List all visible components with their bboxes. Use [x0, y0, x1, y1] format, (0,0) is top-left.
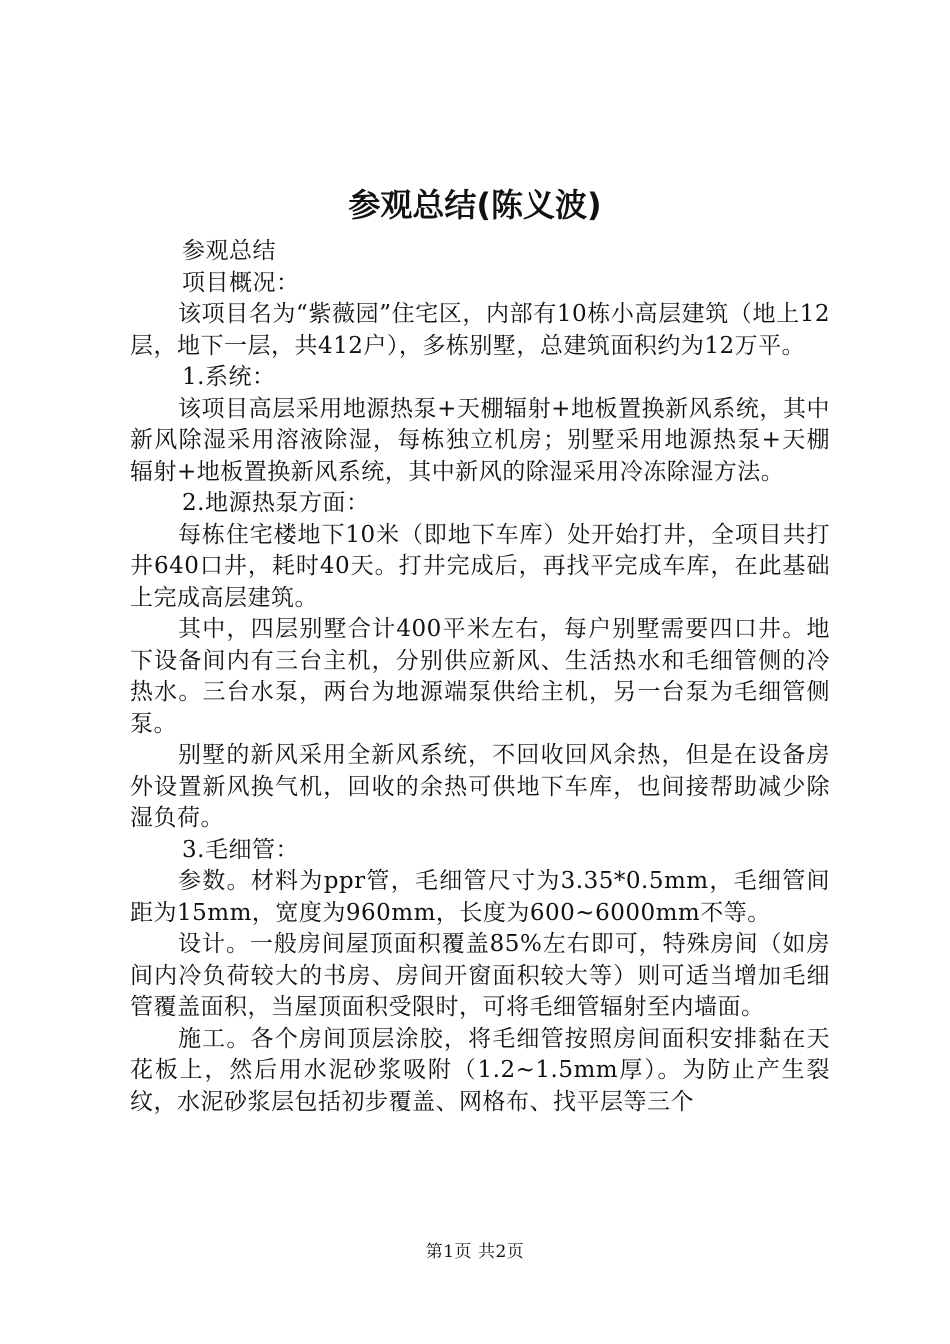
paragraph-heading-system: 1.系统： [182, 364, 276, 390]
paragraph-heading-heat-pump: 2.地源热泵方面： [182, 490, 370, 516]
document-body [130, 236, 830, 1118]
paragraph-villa-fresh-air: 别墅的新风采用全新风系统，不回收回风余热，但是在设备房外设置新风换气机，回收的余热可供地下车库，也间接帮助减少除湿负荷。 [130, 742, 830, 831]
paragraph-capillary-design: 设计。一般房间屋顶面积覆盖85%左右即可，特殊房间（如房间内冷负荷较大的书房、房间开窗面积较大等）则可适当增加毛细管覆盖面积，当屋顶面积受限时，可将毛细管辐射至内墙面。 [130, 931, 830, 1020]
paragraph-project-overview: 该项目名为“紫薇园”住宅区，内部有10栋小高层建筑（地上12层，地下一层，共412户），多栋别墅，总建筑面积约为12万平。 [130, 301, 830, 359]
paragraph-system: 该项目高层采用地源热泵+天棚辐射+地板置换新风系统，其中新风除湿采用溶液除湿，每栋独立机房；别墅采用地源热泵+天棚辐射+地板置换新风系统，其中新风的除湿采用冷冻除湿方法。 [130, 395, 830, 485]
page-footer: 第1页 共2页 [425, 1242, 525, 1262]
paragraph-capillary-params: 参数。材料为ppr管，毛细管尺寸为3.35*0.5mm，毛细管间距为15mm，宽度为960mm，长度为600~6000mm不等。 [130, 868, 830, 926]
paragraph-heat-pump-wells: 每栋住宅楼地下10米（即地下车库）处开始打井，全项目共打井640口井，耗时40天。打井完成后，再找平完成车库，在此基础上完成高层建筑。 [130, 521, 830, 611]
document-title: 参观总结(陈义波) [348, 186, 602, 224]
paragraph-villa-equipment: 其中，四层别墅合计400平米左右，每户别墅需要四口井。地下设备间内有三台主机，分别供应新风、生活热水和毛细管侧的冷热水。三台水泵，两台为地源端泵供给主机，另一台泵为毛细管侧泵。 [130, 616, 830, 737]
paragraph-capillary-construction: 施工。各个房间顶层涂胶，将毛细管按照房间面积安排黏在天花板上，然后用水泥砂浆吸附（1.2~1.5mm厚）。为防止产生裂纹，水泥砂浆层包括初步覆盖、网格布、找平层等三个 [130, 1025, 830, 1115]
paragraph-heading-summary: 参观总结 [182, 238, 276, 264]
paragraph-heading-overview: 项目概况： [182, 269, 300, 296]
paragraph-heading-capillary: 3.毛细管： [182, 836, 299, 863]
